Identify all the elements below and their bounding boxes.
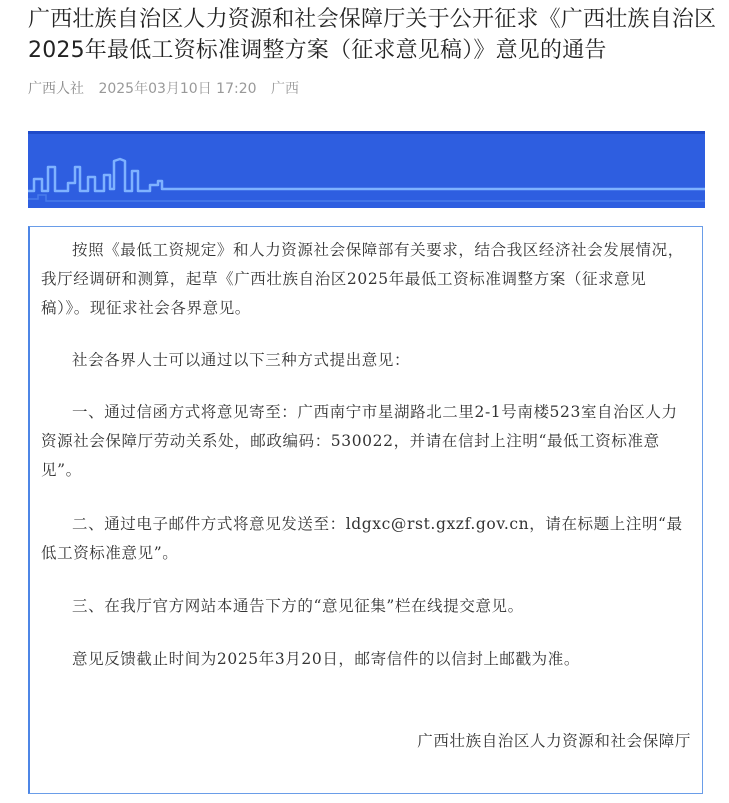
skyline-graphic	[28, 131, 705, 208]
paragraph-methods-lead: 社会各界人士可以通过以下三种方式提出意见：	[72, 351, 411, 369]
publish-location: 广西	[270, 81, 299, 97]
paragraph-method-email: 二、通过电子邮件方式将意见发送至：ldgxc@rst.gxzf.gov.cn，请在标题上注明“最低工资标准意见”。	[41, 515, 683, 562]
header-banner	[28, 131, 705, 208]
paragraph-method-letter: 一、通过信函方式将意见寄至：广西南宁市星湖路北二里2-1号南楼523室自治区人力资源社会保障厅劳动关系处，邮政编码：530022，并请在信封上注明“最低工资标准意见”。	[41, 403, 678, 479]
article-title: 广西壮族自治区人力资源和社会保障厅关于公开征求《广西壮族自治区2025年最低工资标准调整方案（征求意见稿）》意见的通告	[28, 7, 717, 63]
paragraph-intro: 按照《最低工资规定》和人力资源社会保障部有关要求，结合我区经济社会发展情况，我厅经调研和测算，起草《广西壮族自治区2025年最低工资标准调整方案（征求意见稿）》。现征求社会各界意见。	[41, 241, 684, 317]
paragraph-deadline: 意见反馈截止时间为2025年3月20日，邮寄信件的以信封上邮戳为准。	[72, 650, 580, 668]
publish-datetime: 2025年03月10日 17:20	[98, 81, 257, 97]
source-link[interactable]: 广西人社	[28, 81, 84, 97]
paragraph-method-website: 三、在我厅官方网站本通告下方的“意见征集”栏在线提交意见。	[72, 597, 524, 615]
issuer-signature: 广西壮族自治区人力资源和社会保障厅	[417, 732, 691, 750]
article-meta	[28, 78, 309, 98]
